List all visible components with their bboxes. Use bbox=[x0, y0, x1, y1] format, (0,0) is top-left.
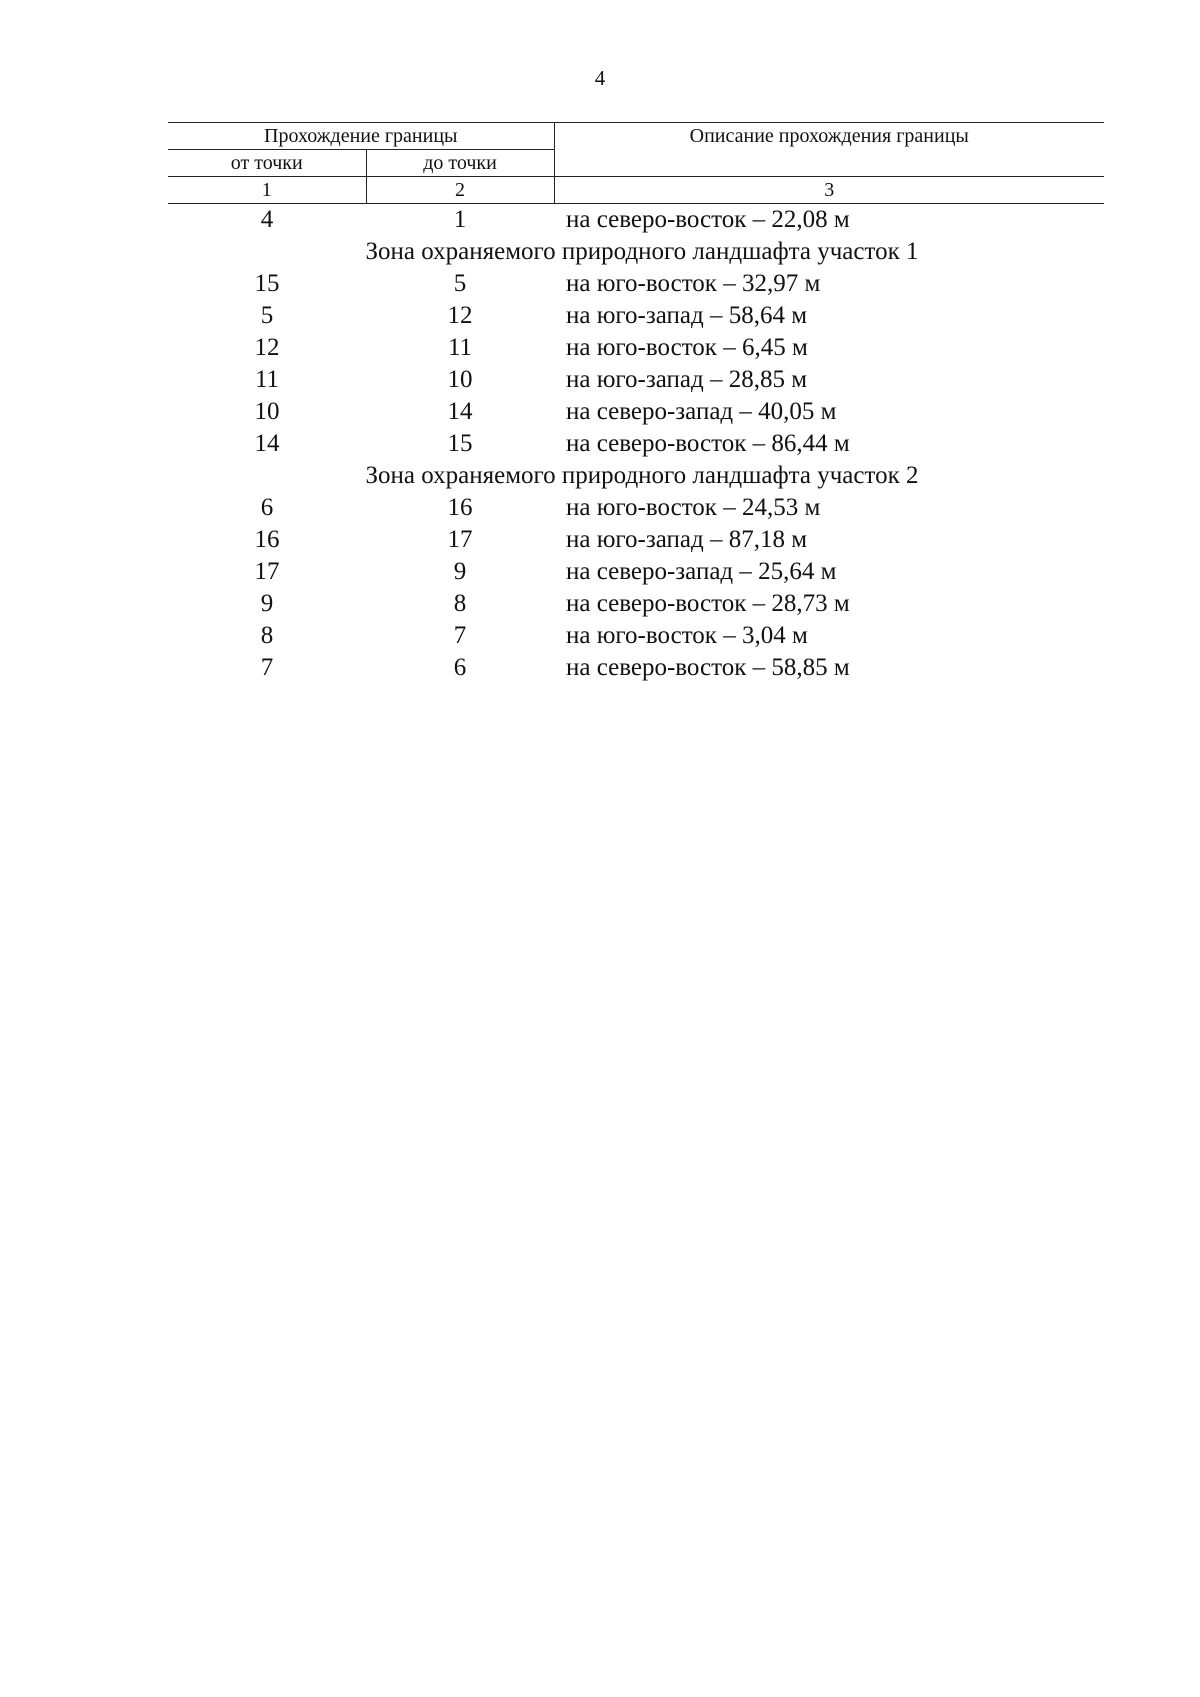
description-cell: на северо-восток – 28,73 м bbox=[566, 590, 850, 617]
to-point-cell: 12 bbox=[447, 302, 473, 329]
header-from-point: от точки bbox=[168, 150, 366, 177]
table-row bbox=[168, 396, 1104, 428]
to-point-cell: 16 bbox=[447, 494, 473, 521]
from-point-cell: 9 bbox=[260, 590, 274, 617]
from-point-cell: 15 bbox=[254, 270, 280, 297]
header-col-number-1: 1 bbox=[168, 177, 366, 204]
from-point-cell: 16 bbox=[254, 526, 280, 553]
table-row bbox=[168, 620, 1104, 652]
to-point-cell: 8 bbox=[453, 590, 467, 617]
description-cell: на северо-восток – 22,08 м bbox=[566, 206, 850, 233]
to-point-cell: 7 bbox=[453, 622, 467, 649]
to-point-cell: 14 bbox=[447, 398, 473, 425]
description-cell: на юго-запад – 58,64 м bbox=[566, 302, 808, 329]
table-row bbox=[168, 204, 1104, 237]
to-point-cell: 11 bbox=[447, 334, 473, 361]
from-point-cell: 10 bbox=[254, 398, 280, 425]
table-row bbox=[168, 524, 1104, 556]
table-row bbox=[168, 428, 1104, 460]
from-point-cell: 5 bbox=[260, 302, 274, 329]
to-point-cell: 6 bbox=[453, 654, 467, 681]
table-row bbox=[168, 268, 1104, 300]
header-description: Описание прохождения границы bbox=[554, 123, 1104, 177]
to-point-cell: 1 bbox=[453, 206, 467, 233]
table-header bbox=[168, 123, 1104, 204]
to-point-cell: 9 bbox=[453, 558, 467, 585]
description-cell: на северо-запад – 40,05 м bbox=[566, 398, 837, 425]
description-cell: на юго-восток – 24,53 м bbox=[566, 494, 821, 521]
from-point-cell: 4 bbox=[260, 206, 274, 233]
boundary-table bbox=[168, 122, 1104, 684]
header-boundary-passage: Прохождение границы bbox=[168, 123, 554, 150]
description-cell: на северо-восток – 58,85 м bbox=[566, 654, 850, 681]
table-row bbox=[168, 556, 1104, 588]
description-cell: на юго-восток – 3,04 м bbox=[566, 622, 808, 649]
table-body bbox=[168, 204, 1104, 685]
description-cell: на юго-восток – 6,45 м bbox=[566, 334, 808, 361]
from-point-cell: 12 bbox=[254, 334, 280, 361]
from-point-cell: 14 bbox=[254, 430, 280, 457]
section-title: Зона охраняемого природного ландшафта участок 2 bbox=[365, 462, 919, 489]
description-cell: на юго-запад – 87,18 м bbox=[566, 526, 808, 553]
section-row bbox=[168, 236, 1104, 268]
page-number: 4 bbox=[594, 66, 606, 90]
from-point-cell: 8 bbox=[260, 622, 274, 649]
from-point-cell: 7 bbox=[260, 654, 274, 681]
table-row bbox=[168, 652, 1104, 684]
from-point-cell: 6 bbox=[260, 494, 274, 521]
description-cell: на юго-восток – 32,97 м bbox=[566, 270, 821, 297]
header-to-point: до точки bbox=[366, 150, 554, 177]
from-point-cell: 17 bbox=[254, 558, 280, 585]
boundary-table-container bbox=[168, 122, 1104, 684]
table-row bbox=[168, 300, 1104, 332]
table-row bbox=[168, 364, 1104, 396]
description-cell: на северо-запад – 25,64 м bbox=[566, 558, 837, 585]
section-row bbox=[168, 460, 1104, 492]
section-title: Зона охраняемого природного ландшафта участок 1 bbox=[365, 238, 919, 265]
description-cell: на северо-восток – 86,44 м bbox=[566, 430, 850, 457]
to-point-cell: 15 bbox=[447, 430, 473, 457]
table-row bbox=[168, 332, 1104, 364]
description-cell: на юго-запад – 28,85 м bbox=[566, 366, 808, 393]
to-point-cell: 10 bbox=[447, 366, 473, 393]
header-col-number-2: 2 bbox=[366, 177, 554, 204]
table-row bbox=[168, 588, 1104, 620]
table-row bbox=[168, 492, 1104, 524]
from-point-cell: 11 bbox=[254, 366, 280, 393]
to-point-cell: 17 bbox=[447, 526, 473, 553]
to-point-cell: 5 bbox=[453, 270, 467, 297]
header-col-number-3: 3 bbox=[554, 177, 1104, 204]
